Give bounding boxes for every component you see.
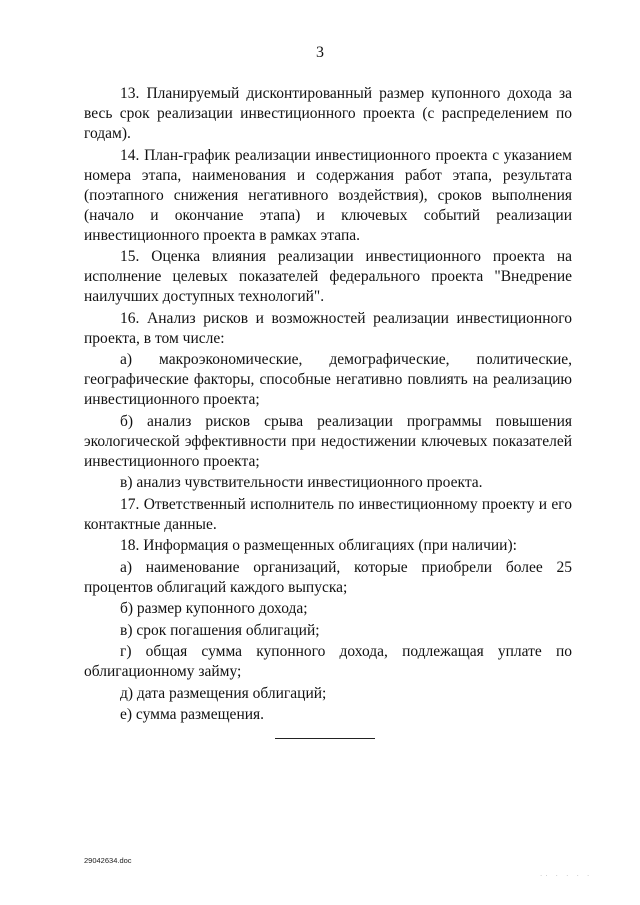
paragraph-item-17: 17. Ответственный исполнитель по инвестиционному проекту и его контактные данные. — [84, 495, 572, 533]
paragraph-item-14: 14. План-график реализации инвестиционного проекта с указанием номера этапа, наименования и содержания работ этапа, результата (поэтапного снижения негативного воздействия), сроков выполнения (начало и окончание этапа) и ключевых событий реализации инвестиционного проекта в рамках этапа. — [84, 146, 572, 244]
subitem-16-a: а) макроэкономические, демографические, политические, географические факторы, способные негативно повлиять на реализацию инвестиционного проекта; — [84, 351, 572, 408]
subitem-16-b: б) анализ рисков срыва реализации программы повышения экологической эффективности при недостижении ключевых показателей инвестиционного проекта; — [84, 412, 572, 470]
page-number: 3 — [316, 44, 324, 61]
document-file-code: 29042634.doc — [84, 856, 132, 865]
scan-artifact-dots: ·· · · · · — [540, 872, 593, 880]
subitem-16-v: в) анализ чувствительности инвестиционного проекта. — [120, 474, 483, 491]
subitem-18-g: г) общая сумма купонного дохода, подлежащая уплате по облигационному займу; — [84, 643, 572, 680]
paragraph-item-18: 18. Информация о размещенных облигациях (при наличии): — [120, 537, 517, 554]
subitem-18-a: а) наименование организаций, которые приобрели более 25 процентов облигаций каждого выпуска; — [84, 558, 572, 596]
subitem-18-v: в) срок погашения облигаций; — [120, 621, 320, 639]
paragraph-item-16: 16. Анализ рисков и возможностей реализации инвестиционного проекта, в том числе: — [84, 309, 572, 347]
paragraph-item-15: 15. Оценка влияния реализации инвестиционного проекта на исполнение целевых показателей федерального проекта "Внедрение наилучших доступных технологий". — [84, 248, 572, 305]
subitem-18-d: д) дата размещения облигаций; — [120, 684, 327, 702]
subitem-18-e: е) сумма размещения. — [120, 706, 265, 723]
subitem-18-b: б) размер купонного дохода; — [120, 600, 308, 617]
closing-divider — [275, 738, 375, 739]
paragraph-item-13: 13. Планируемый дисконтированный размер купонного дохода за весь срок реализации инвестиционного проекта (с распределением по годам). — [84, 85, 572, 142]
document-body — [84, 84, 572, 727]
